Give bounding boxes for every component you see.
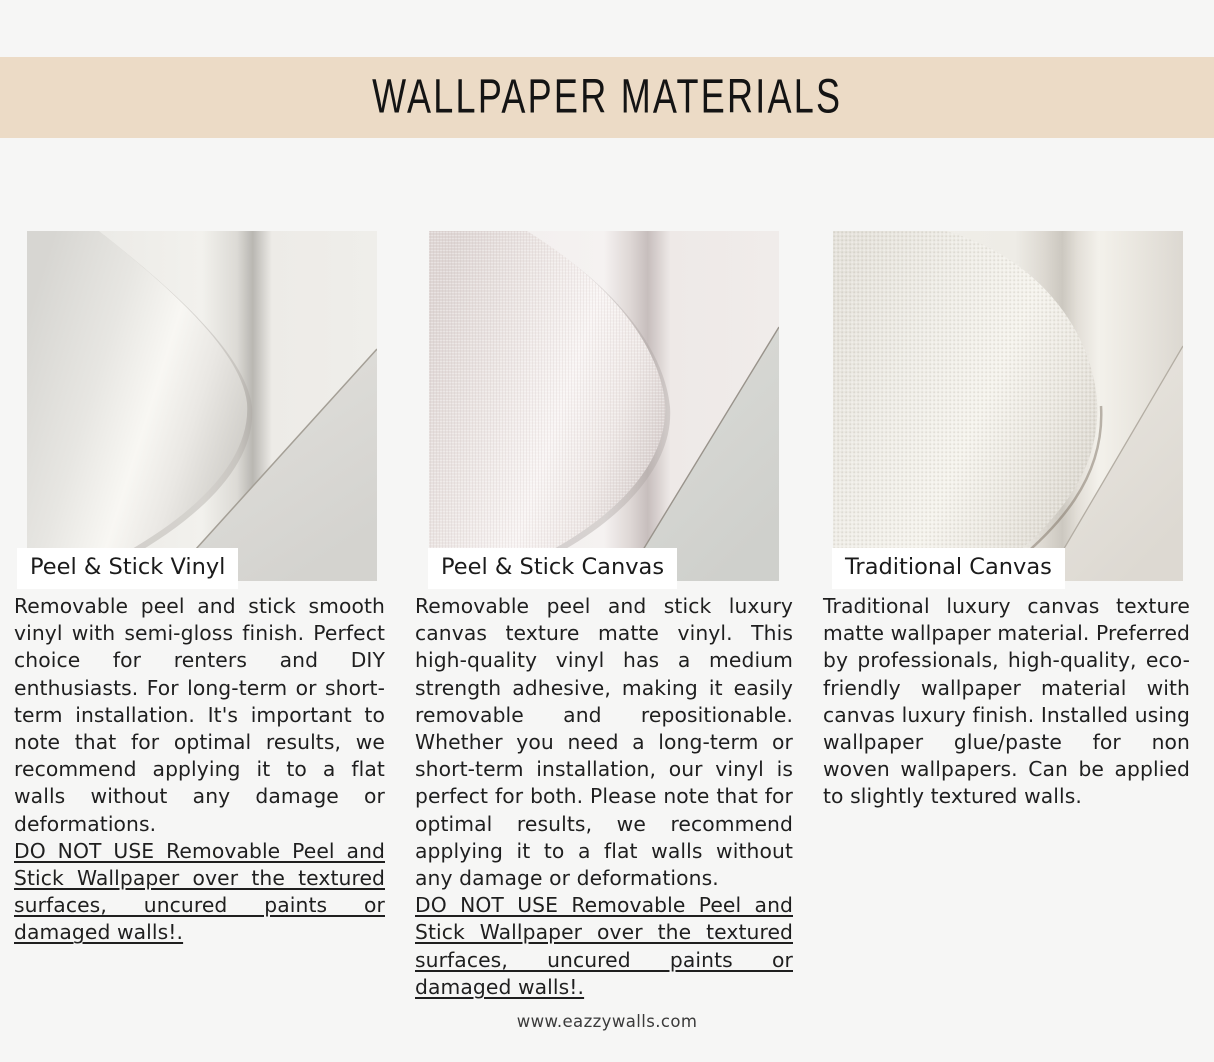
material-photo-wrap — [833, 231, 1190, 581]
material-description: Removable peel and stick smooth vinyl with semi-gloss finish. Perfect choice for renters and DIY enthusiasts. For long-term or short-term installation. It's important to note that for optimal results, we recommend applying it to a flat walls without any damage or deformations. — [14, 594, 385, 836]
canvas-texture-photo — [429, 231, 779, 581]
page-title: WALLPAPER MATERIALS — [371, 70, 843, 124]
material-photo-wrap — [27, 231, 385, 581]
material-label: Peel & Stick Vinyl — [17, 548, 238, 589]
material-description: Removable peel and stick luxury canvas texture matte vinyl. This high-quality vinyl has a medium strength adhesive, making it easily removable and repositionable. Whether you need a long-term or short-term installation, our vinyl is perfect for both. Please note that for optimal results, we recommend applying it to a flat walls without any damage or deformations. — [415, 594, 793, 891]
material-warning: DO NOT USE Removable Peel and Stick Wallpaper over the textured surfaces, uncured paints or damaged walls!. — [415, 893, 793, 999]
materials-grid — [14, 231, 1190, 1001]
smooth-vinyl-photo — [27, 231, 377, 581]
website-url: www.eazzywalls.com — [516, 1012, 698, 1031]
material-label: Peel & Stick Canvas — [428, 548, 677, 589]
header-band — [0, 57, 1214, 138]
material-card-traditional-canvas — [823, 231, 1190, 1001]
material-label: Traditional Canvas — [832, 548, 1065, 589]
material-warning: DO NOT USE Removable Peel and Stick Wallpaper over the textured surfaces, uncured paints or damaged walls!. — [14, 838, 385, 945]
material-photo-wrap — [429, 231, 793, 581]
footer — [0, 1012, 1214, 1031]
material-card-peel-stick-vinyl — [14, 231, 385, 1001]
coarse-canvas-photo — [833, 231, 1183, 581]
material-description: Traditional luxury canvas texture matte wallpaper material. Preferred by professionals, high-quality, eco-friendly wallpaper material with canvas luxury finish. Installed using wallpaper glue/paste for non woven wallpapers. Can be applied to slightly textured walls. — [823, 594, 1190, 809]
material-card-peel-stick-canvas — [415, 231, 793, 1001]
